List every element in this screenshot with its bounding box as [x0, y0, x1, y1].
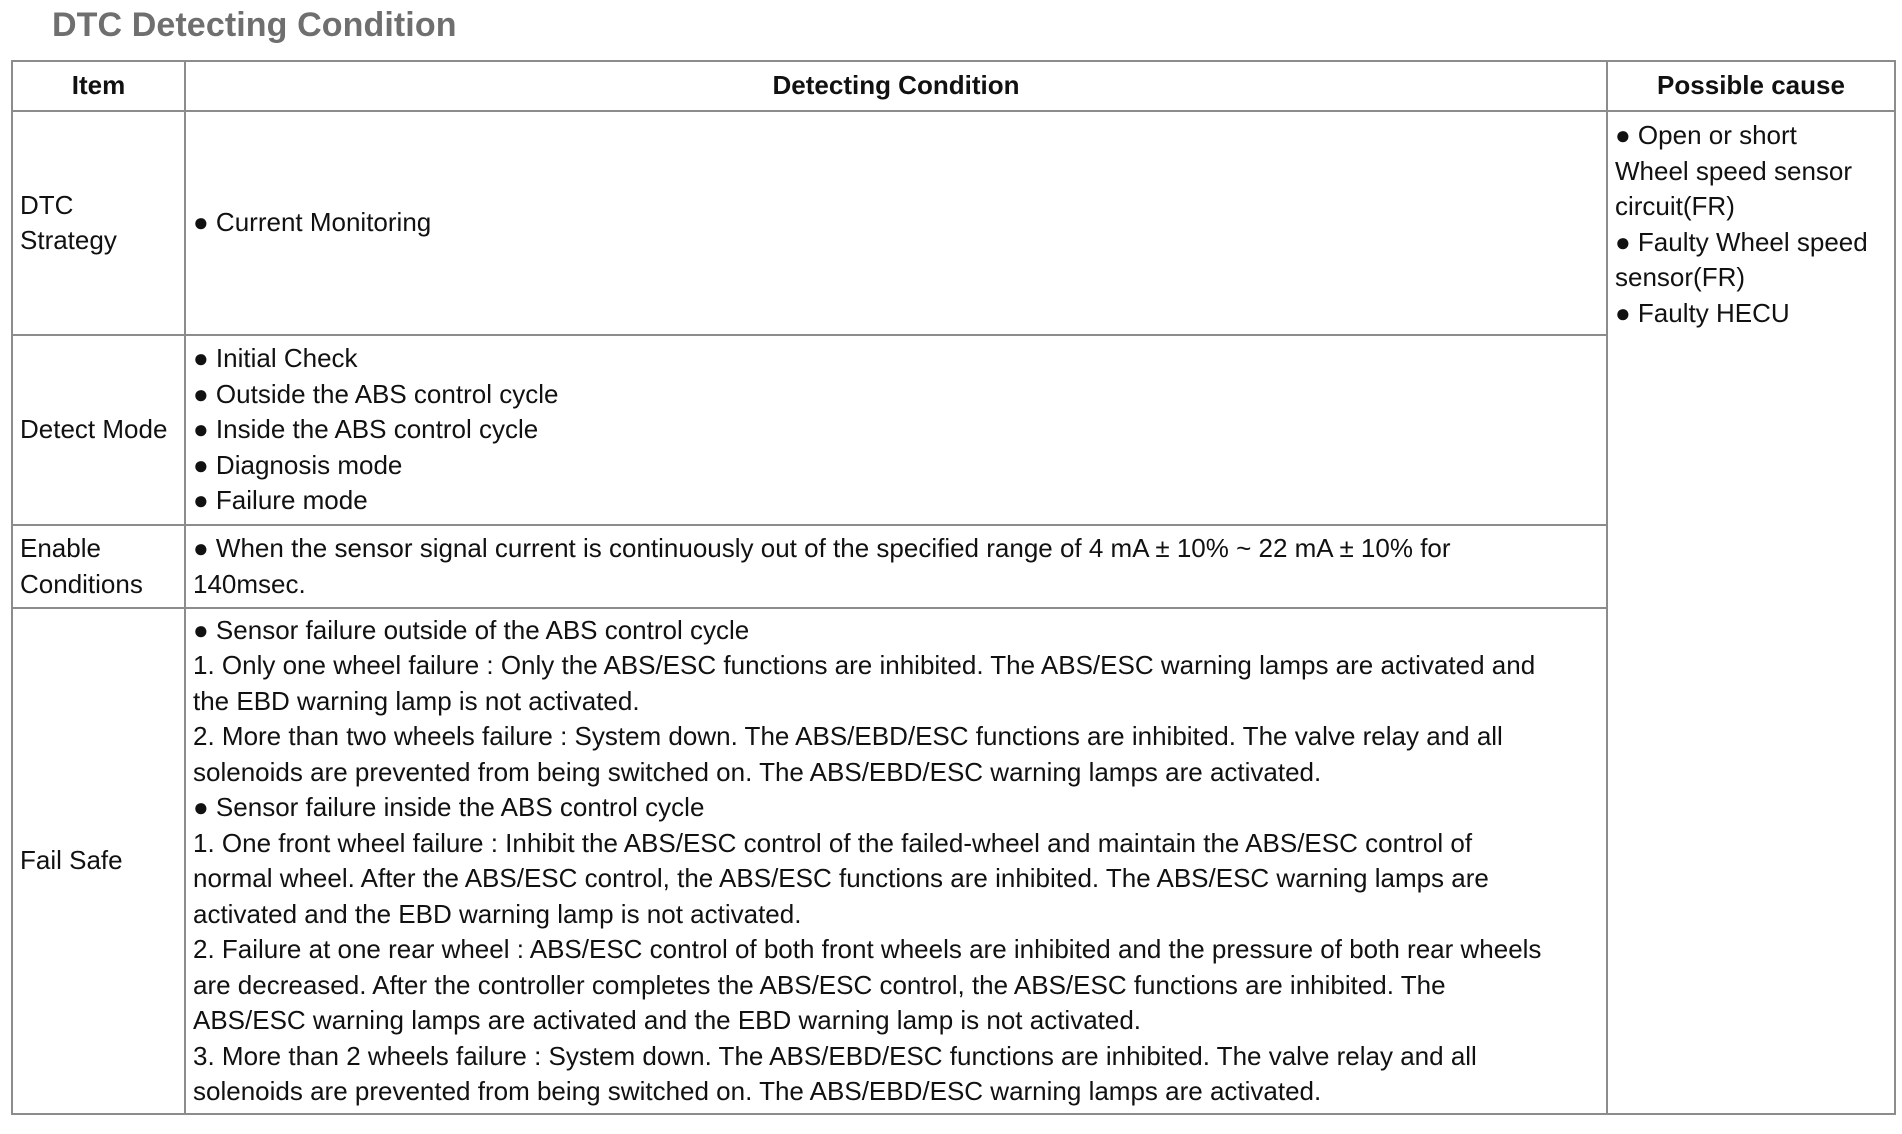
condition-text-line: ● Initial Check [193, 343, 358, 374]
header-detecting-condition: Detecting Condition [185, 61, 1607, 111]
condition-enable-conditions [185, 525, 1607, 608]
condition-text-line: 2. More than two wheels failure : System down. The ABS/EBD/ESC functions are inhibited. The valve relay and all [193, 721, 1503, 751]
condition-dtc-strategy [185, 111, 1607, 335]
condition-fail-safe [185, 608, 1607, 1114]
page-title: DTC Detecting Condition [52, 6, 457, 44]
condition-text-line: activated and the EBD warning lamp is not activated. [193, 898, 802, 929]
item-text-line: Enable [20, 533, 101, 563]
condition-text-line: ● Outside the ABS control cycle [193, 378, 559, 409]
possible-cause-cell [1607, 111, 1895, 1114]
condition-text-line: ● Failure mode [193, 485, 368, 516]
cause-text-line: ● Faulty Wheel speed [1615, 226, 1868, 257]
row-item-fail-safe [12, 608, 185, 1114]
item-text-line: Detect Mode [20, 414, 168, 445]
table-header-row [12, 61, 1895, 111]
condition-text-line: ABS/ESC warning lamps are activated and the EBD warning lamp is not activated. [193, 1005, 1142, 1035]
row-item-dtc-strategy [12, 111, 185, 335]
condition-text-line: ● Sensor failure inside the ABS control cycle [193, 792, 705, 822]
cause-text-line: sensor(FR) [1615, 262, 1746, 292]
table-row [12, 111, 1895, 335]
item-text-line: Conditions [20, 568, 143, 599]
condition-text-line: ● Sensor failure outside of the ABS control cycle [193, 614, 750, 645]
item-text-line: Fail Safe [20, 845, 123, 876]
cause-text-line: ● Faulty HECU [1615, 297, 1790, 328]
condition-text-line: solenoids are prevented from being switched on. The ABS/EBD/ESC warning lamps are activated. [193, 756, 1322, 787]
condition-text-line: ● Inside the ABS control cycle [193, 414, 539, 445]
item-text-line: Strategy [20, 225, 117, 255]
condition-text-line: the EBD warning lamp is not activated. [193, 685, 640, 716]
dtc-table [11, 60, 1896, 1115]
condition-text-line: ● Diagnosis mode [193, 449, 403, 480]
condition-text-line: ● When the sensor signal current is continuously out of the specified range of 4 mA ± 10% ~ 22 mA ± 10% for [193, 533, 1451, 563]
condition-text-line: 3. More than 2 wheels failure : System down. The ABS/EBD/ESC functions are inhibited. The valve relay and all [193, 1040, 1477, 1071]
header-item: Item [12, 61, 185, 111]
row-item-enable-conditions [12, 525, 185, 608]
cause-text-line: ● Open or short [1615, 120, 1797, 150]
condition-detect-mode [185, 335, 1607, 525]
condition-text-line: ● Current Monitoring [193, 207, 432, 238]
row-item-detect-mode [12, 335, 185, 525]
condition-text-line: 1. One front wheel failure : Inhibit the ABS/ESC control of the failed-wheel and maintain the ABS/ESC control of [193, 827, 1473, 858]
header-possible-cause: Possible cause [1607, 61, 1895, 111]
condition-text-line: 1. Only one wheel failure : Only the ABS/ESC functions are inhibited. The ABS/ESC warning lamps are activated and [193, 650, 1536, 680]
condition-text-line: 140msec. [193, 568, 306, 599]
condition-text-line: are decreased. After the controller completes the ABS/ESC control, the ABS/ESC functions are inhibited. The [193, 969, 1446, 1000]
condition-text-line: 2. Failure at one rear wheel : ABS/ESC control of both front wheels are inhibited and the pressure of both rear wheels [193, 934, 1542, 964]
cause-text-line: Wheel speed sensor [1615, 155, 1853, 186]
condition-text-line: solenoids are prevented from being switched on. The ABS/EBD/ESC warning lamps are activated. [193, 1076, 1322, 1106]
condition-text-line: normal wheel. After the ABS/ESC control, the ABS/ESC functions are inhibited. The ABS/ESC warning lamps are [193, 863, 1489, 893]
item-text-line: DTC [20, 189, 74, 220]
cause-text-line: circuit(FR) [1615, 191, 1735, 221]
